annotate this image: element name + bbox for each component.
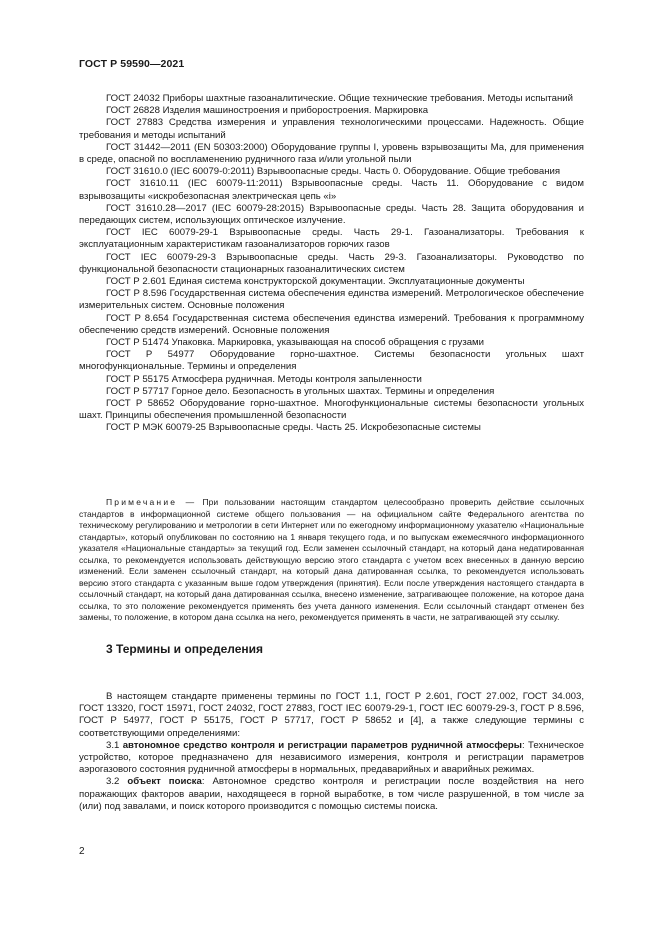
reference-item: ГОСТ 31610.28—2017 (IEC 60079-28:2015) Взрывоопасные среды. Часть 28. Защита оборудования и передающих систем, использующих оптическое излучение. bbox=[79, 202, 584, 227]
section-intro: В настоящем стандарте применены термины по ГОСТ 1.1, ГОСТ Р 2.601, ГОСТ 27.002, ГОСТ 34.003, ГОСТ 13320, ГОСТ 15971, ГОСТ 24032, ГОСТ 27883, ГОСТ IEC 60079-29-1, ГОСТ IEC 60079-29-3, ГОСТ Р 8.596, ГОСТ Р 54977, ГОСТ Р 55175, ГОСТ Р 57717, ГОСТ Р 58652 и [4], а также следующие термины с соответствующими определениями: bbox=[79, 691, 584, 739]
page-number: 2 bbox=[79, 846, 85, 857]
reference-item: ГОСТ Р 2.601 Единая система конструкторской документации. Эксплуатационные документы bbox=[106, 276, 525, 288]
reference-item: ГОСТ 27883 Средства измерения и управления технологическими процессами. Надежность. Общие требования и методы испытаний bbox=[79, 117, 584, 141]
document-code-header: ГОСТ Р 59590—2021 bbox=[79, 58, 185, 70]
note-label: Примечание — bbox=[106, 497, 197, 507]
reference-item: ГОСТ Р 8.596 Государственная система обеспечения единства измерений. Метрологическое обеспечение измерительных систем. Основные положения bbox=[79, 288, 584, 312]
normative-references-list bbox=[79, 93, 584, 435]
term-number: 3.1 bbox=[106, 739, 120, 751]
reference-item: ГОСТ 31442—2011 (EN 50303:2000) Оборудование группы I, уровень взрывозащиты Ма, для применения в среде, опасной по воспламенению рудничного газа и/или угольной пыли bbox=[79, 141, 584, 166]
reference-item: ГОСТ Р 55175 Атмосфера рудничная. Методы контроля запыленности bbox=[106, 373, 422, 385]
reference-item: ГОСТ Р 51474 Упаковка. Маркировка, указывающая на способ обращения с грузами bbox=[106, 337, 485, 349]
reference-item: ГОСТ 31610.0 (IEC 60079-0:2011) Взрывоопасные среды. Часть 0. Оборудование. Общие требования bbox=[106, 166, 561, 178]
reference-item: ГОСТ Р 54977 Оборудование горно-шахтное. Системы безопасности угольных шахт многофункциональные. Термины и определения bbox=[79, 349, 584, 373]
reference-item: ГОСТ 31610.11 (IEC 60079-11:2011) Взрывоопасные среды. Часть 11. Оборудование с видом взрывозащиты «искробезопасная электрическая цепь «i» bbox=[79, 178, 584, 202]
section-title: 3 Термины и определения bbox=[106, 642, 264, 656]
term-definition: : Техническое устройство, которое предназначено для независимого измерения, контроля и регистрации параметров аэрогазового состояния рудничной атмосферы в нормальных, предаварийных и аварийных режимах. bbox=[79, 739, 585, 776]
term-number: 3.2 bbox=[106, 776, 120, 788]
term-definition: : Автономное средство контроля и регистрации после воздействия на него поражающих факторов аварии, находящееся в горной выработке, в том числе разрушенной, в том числе за (или) под завалами, и поиск которого производится с помощью системы поиска. bbox=[79, 776, 584, 812]
reference-item: ГОСТ IEC 60079-29-3 Взрывоопасные среды. Часть 29-3. Газоанализаторы. Руководство по функциональной безопасности стационарных газоаналитических систем bbox=[79, 251, 584, 275]
note-text: При пользовании настоящим стандартом целесообразно проверить действие ссылочных стандартов в информационной системе общего пользования — на официальном сайте Федерального агентства по техническому регулированию и метрологии в сети Интернет или по ежегодному информационному указателю «Национальные стандарты», который опубликован по состоянию на 1 января текущего года, и по выпускам ежемесячного информационного указателя «Национальные стандарты» за текущий год. Если заменен ссылочный стандарт, на который дана недатированная ссылка, то рекомендуется использовать действующую версию этого стандарта с учетом всех внесенных в данную версию изменений. Если заменен ссылочный стандарт, на который дана датированная ссылка, то рекомендуется использовать версию этого стандарта с указанным выше годом утверждения (принятия). Если после утверждения настоящего стандарта в ссылочный стандарт, на который дана датированная ссылка, внесено изменение, затрагивающее положение, на которое дана ссылка, то это положение рекомендуется применять без учета данного изменения. Если ссылочный стандарт отменен без замены, то положение, в котором дана ссылка на него, рекомендуется применять в части, не затрагивающей эту ссылку. bbox=[79, 497, 584, 622]
term-entry bbox=[79, 776, 584, 813]
term-entry bbox=[79, 740, 584, 777]
term-name: автономное средство контроля и регистрации параметров рудничной атмосферы bbox=[122, 739, 522, 751]
reference-item: ГОСТ 24032 Приборы шахтные газоаналитические. Общие технические требования. Методы испытаний bbox=[106, 93, 574, 104]
reference-item: ГОСТ 26828 Изделия машиностроения и приборостроения. Маркировка bbox=[106, 105, 429, 117]
reference-item: ГОСТ Р 58652 Оборудование горно-шахтное. Многофункциональные системы безопасности угольных шахт. Принципы обеспечения промышленной безопасности bbox=[79, 398, 584, 422]
reference-item: ГОСТ Р 57717 Горное дело. Безопасность в угольных шахтах. Термины и определения bbox=[106, 385, 495, 397]
references-note bbox=[79, 497, 584, 624]
section-body bbox=[79, 691, 584, 813]
reference-item: ГОСТ Р МЭК 60079-25 Взрывоопасные среды. Часть 25. Искробезопасные системы bbox=[106, 422, 481, 434]
reference-item: ГОСТ Р 8.654 Государственная система обеспечения единства измерений. Требования к программному обеспечению средств измерений. Основные положения bbox=[79, 312, 584, 336]
term-name: объект поиска bbox=[127, 776, 202, 788]
reference-item: ГОСТ IEC 60079-29-1 Взрывоопасные среды. Часть 29-1. Газоанализаторы. Требования к эксплуатационным характеристикам газоанализаторов горючих газов bbox=[79, 227, 584, 251]
